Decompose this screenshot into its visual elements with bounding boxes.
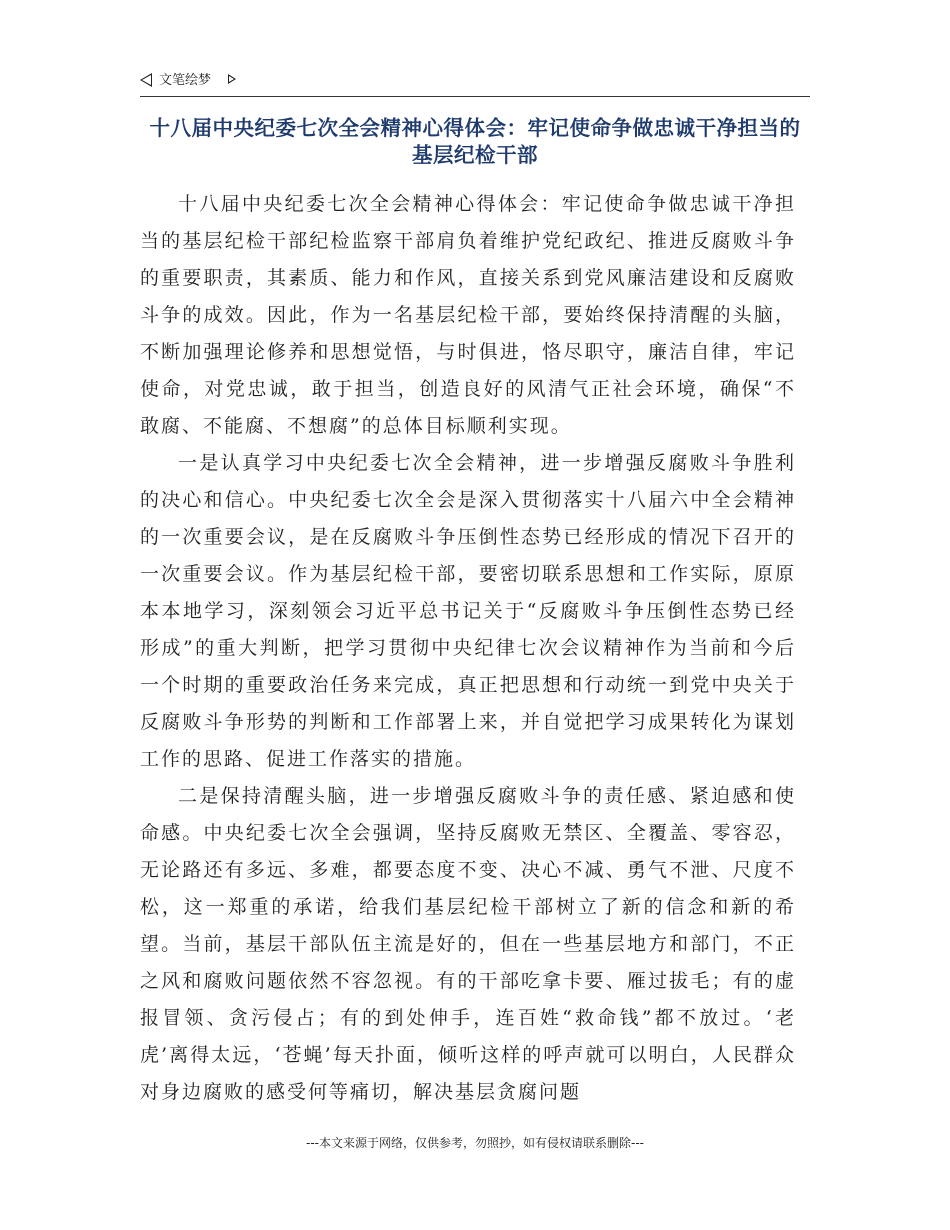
page-header — [140, 70, 810, 97]
document-body — [140, 186, 796, 1111]
triangle-right-outline-icon — [228, 74, 236, 84]
document-title: 十八届中央纪委七次全会精神心得体会：牢记使命争做忠诚干净担当的基层纪检干部 — [149, 116, 801, 167]
paragraph-intro: 十八届中央纪委七次全会精神心得体会：牢记使命争做忠诚干净担当的基层纪检干部纪检监察干部肩负着维护党纪政纪、推进反腐败斗争的重要职责，其素质、能力和作风，直接关系到党风廉洁建设和反腐败斗争的成效。因此，作为一名基层纪检干部，要始终保持清醒的头脑，不断加强理论修养和思想觉悟，与时俱进，恪尽职守，廉洁自律，牢记使命，对党忠诚，敢于担当，创造良好的风清气正社会环境，确保“不敢腐、不能腐、不想腐”的总体目标顺利实现。 — [140, 193, 796, 437]
page-footer-disclaimer: ---本文来源于网络，仅供参考，勿照抄，如有侵权请联系删除--- — [306, 1136, 644, 1150]
header-label: 文笔绘梦 — [159, 73, 212, 88]
triangle-left-outline-icon — [140, 73, 152, 87]
paragraph-point-two: 二是保持清醒头脑，进一步增强反腐败斗争的责任感、紧迫感和使命感。中央纪委七次全会强调，坚持反腐败无禁区、全覆盖、零容忍，无论路还有多远、多难，都要态度不变、决心不减、勇气不泄、尺度不松，这一郑重的承诺，给我们基层纪检干部树立了新的信念和新的希望。当前，基层干部队伍主流是好的，但在一些基层地方和部门，不正之风和腐败问题依然不容忽视。有的干部吃拿卡要、雁过拔毛；有的虚报冒领、贪污侵占；有的到处伸手，连百姓“救命钱”都不放过。‘老虎’离得太远，‘苍蝇’每天扑面，倾听这样的呼声就可以明白，人民群众对身边腐败的感受何等痛切，解决基层贪腐问题 — [140, 785, 796, 1103]
paragraph-point-one: 一是认真学习中央纪委七次全会精神，进一步增强反腐败斗争胜利的决心和信心。中央纪委七次全会是深入贯彻落实十八届六中全会精神的一次重要会议，是在反腐败斗争压倒性态势已经形成的情况下召开的一次重要会议。作为基层纪检干部，要密切联系思想和工作实际，原原本本地学习，深刻领会习近平总书记关于“反腐败斗争压倒性态势已经形成”的重大判断，把学习贯彻中央纪律七次会议精神作为当前和今后一个时期的重要政治任务来完成，真正把思想和行动统一到党中央关于反腐败斗争形势的判断和工作部署上来，并自觉把学习成果转化为谋划工作的思路、促进工作落实的措施。 — [140, 452, 796, 770]
